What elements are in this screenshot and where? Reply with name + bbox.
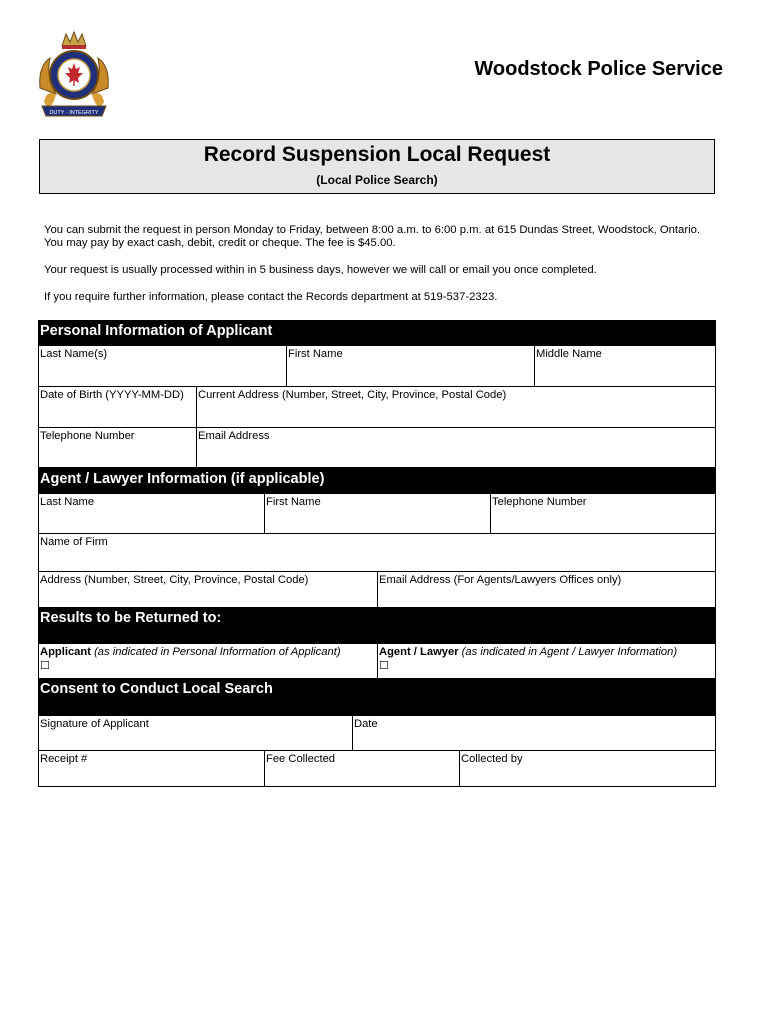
- agent-email-field[interactable]: [377, 572, 716, 608]
- intro-line-contact: If you require further information, please contact the Records department at 519-537-2323.: [44, 291, 498, 303]
- field-label: Email Address: [198, 430, 270, 442]
- applicant-first-name-field[interactable]: [286, 346, 534, 387]
- field-label: Address (Number, Street, City, Province, Postal Code): [40, 574, 309, 586]
- intro-line-fee: You may pay by exact cash, debit, credit or cheque. The fee is $45.00.: [44, 237, 396, 249]
- field-label: Current Address (Number, Street, City, Province, Postal Code): [198, 389, 507, 401]
- results-applicant-note: (as indicated in Personal Information of Applicant): [90, 646, 341, 658]
- field-label: Name of Firm: [40, 536, 108, 548]
- agent-first-name-field[interactable]: [264, 494, 490, 534]
- signature-field[interactable]: [38, 716, 352, 751]
- form-subtitle: (Local Police Search): [316, 173, 438, 187]
- field-label: Date: [354, 718, 378, 730]
- agent-firm-field[interactable]: [38, 534, 716, 572]
- field-label: Fee Collected: [266, 753, 336, 765]
- field-label: Telephone Number: [492, 496, 587, 508]
- field-label: Collected by: [461, 753, 523, 765]
- agent-address-field[interactable]: [38, 572, 377, 608]
- agency-name: Woodstock Police Service: [474, 58, 723, 80]
- results-agent-label: Agent / Lawyer: [379, 646, 459, 658]
- results-applicant-label: Applicant: [40, 646, 91, 658]
- field-label: Last Name(s): [40, 348, 108, 360]
- section-consent-heading: Consent to Conduct Local Search: [38, 679, 716, 716]
- applicant-email-field[interactable]: [196, 428, 716, 468]
- results-applicant-option[interactable]: [38, 644, 377, 679]
- results-agent-option[interactable]: [377, 644, 716, 679]
- applicant-phone-field[interactable]: [38, 428, 196, 468]
- field-label: Receipt #: [40, 753, 88, 765]
- intro-paragraph: [44, 224, 744, 250]
- receipt-field[interactable]: [38, 751, 264, 787]
- fee-collected-field[interactable]: [264, 751, 459, 787]
- agent-last-name-field[interactable]: [38, 494, 264, 534]
- applicant-middle-name-field[interactable]: [534, 346, 716, 387]
- applicant-last-name-field[interactable]: [38, 346, 286, 387]
- collected-by-field[interactable]: [459, 751, 716, 787]
- police-crest-icon: [36, 28, 112, 122]
- results-applicant-checkbox[interactable]: ☐: [40, 660, 50, 672]
- section-agent-heading: Agent / Lawyer Information (if applicable): [38, 468, 716, 494]
- field-label: First Name: [288, 348, 343, 360]
- intro-line-processing: Your request is usually processed within in 5 business days, however we will call or email you once completed.: [44, 264, 597, 276]
- form-title-box: [39, 139, 715, 194]
- field-label: Middle Name: [536, 348, 602, 360]
- results-agent-note: (as indicated in Agent / Lawyer Information): [458, 646, 678, 658]
- applicant-dob-field[interactable]: [38, 387, 196, 428]
- applicant-address-field[interactable]: [196, 387, 716, 428]
- field-label: Telephone Number: [40, 430, 135, 442]
- field-label: Date of Birth (YYYY-MM-DD): [40, 389, 184, 401]
- agent-phone-field[interactable]: [490, 494, 716, 534]
- svg-text:DUTY · INTEGRITY: DUTY · INTEGRITY: [49, 110, 99, 116]
- field-label: Signature of Applicant: [40, 718, 149, 730]
- field-label: Last Name: [40, 496, 95, 508]
- form-title: Record Suspension Local Request: [203, 143, 551, 166]
- results-agent-checkbox[interactable]: ☐: [379, 660, 389, 672]
- field-label: First Name: [266, 496, 321, 508]
- field-label: Email Address (For Agents/Lawyers Offices only): [379, 574, 622, 586]
- section-results-heading: Results to be Returned to:: [38, 608, 716, 644]
- intro-line-hours: You can submit the request in person Monday to Friday, between 8:00 a.m. to 6:00 p.m. at 615 Dundas Street, Woodstock, Ontario.: [44, 224, 701, 236]
- section-personal-heading: Personal Information of Applicant: [38, 320, 716, 346]
- date-field[interactable]: [352, 716, 716, 751]
